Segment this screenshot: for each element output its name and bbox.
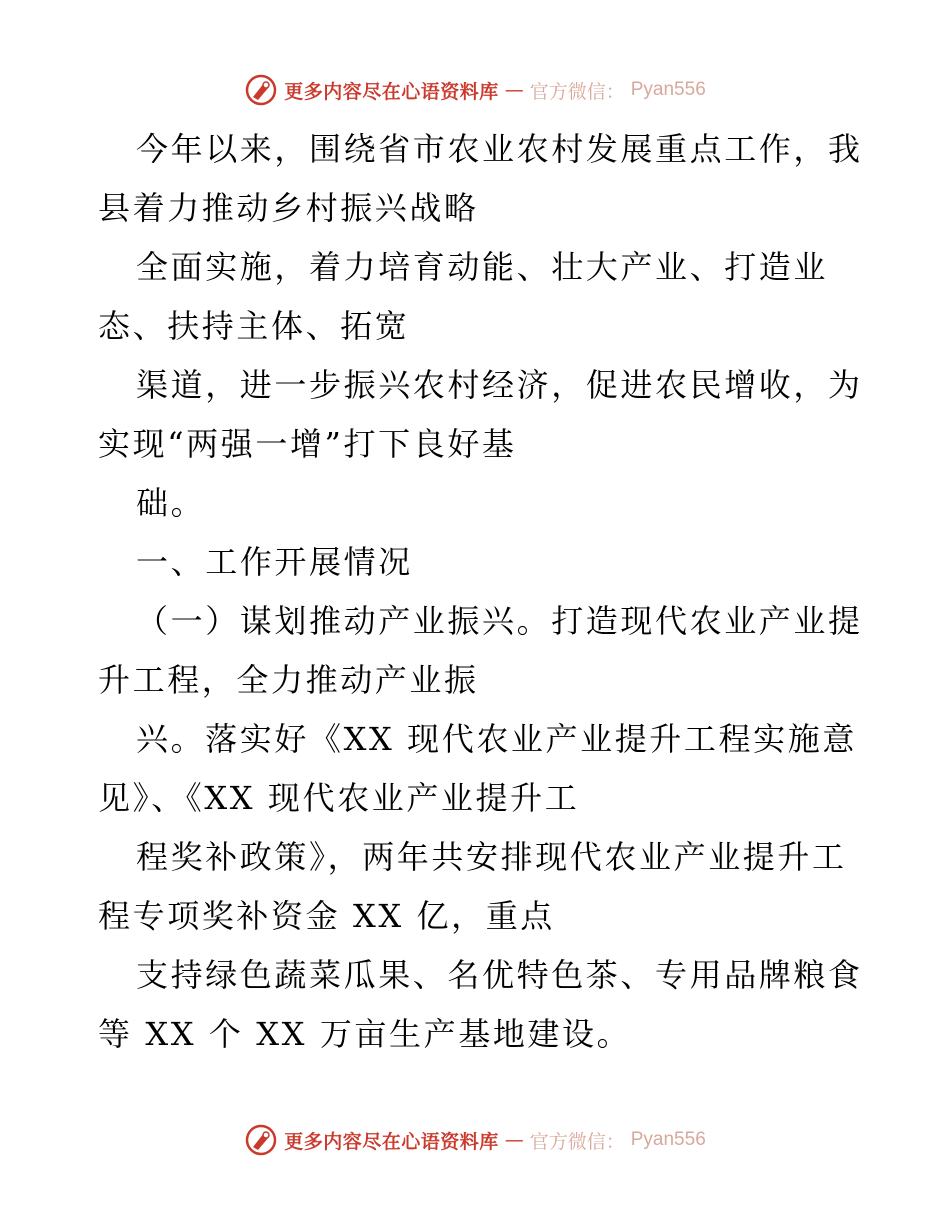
- body-line: 等 XX 个 XX 万亩生产基地建设。: [98, 1015, 632, 1053]
- body-line: 见》、《XX 现代农业产业提升工: [98, 779, 580, 817]
- body-line: 今年以来，围绕省市农业农村发展重点工作，我: [136, 130, 863, 168]
- header-banner-dash: —: [504, 79, 524, 101]
- body-line: 全面实施，着力培育动能、壮大产业、打造业: [136, 248, 829, 286]
- footer-banner: [0, 1120, 950, 1160]
- brand-logo-icon: [244, 73, 278, 107]
- brand-logo-icon: [244, 1123, 278, 1157]
- body-line: 县着力推动乡村振兴战略: [98, 189, 479, 227]
- body-line: 支持绿色蔬菜瓜果、名优特色茶、专用品牌粮食: [136, 956, 863, 994]
- body-line: 础。: [136, 484, 206, 522]
- footer-banner-title: 更多内容尽在心语资料库: [284, 1130, 499, 1153]
- section-heading: 一、工作开展情况: [136, 543, 413, 581]
- footer-banner-dash: —: [504, 1129, 524, 1151]
- body-line: 程专项奖补资金 XX 亿，重点: [98, 897, 555, 935]
- footer-banner-wechat-id: Pyan556: [630, 1129, 706, 1150]
- body-line: 渠道，进一步振兴农村经济，促进农民增收，为: [136, 366, 863, 404]
- footer-banner-wechat-label: 官方微信：: [529, 1130, 625, 1153]
- body-line: 态、扶持主体、拓宽: [98, 307, 410, 345]
- body-line: 程奖补政策》，两年共安排现代农业产业提升工: [136, 838, 847, 876]
- header-banner: [0, 70, 950, 110]
- body-line: 升工程，全力推动产业振: [98, 661, 479, 699]
- header-banner-wechat-id: Pyan556: [630, 79, 706, 100]
- header-banner-wechat-label: 官方微信：: [529, 80, 625, 103]
- header-banner-title: 更多内容尽在心语资料库: [284, 80, 499, 103]
- body-line: 兴。落实好《XX 现代农业产业提升工程实施意: [136, 720, 857, 758]
- subsection-heading-line: （一）谋划推动产业振兴。打造现代农业产业提: [136, 602, 863, 640]
- body-line: 实现“两强一增”打下良好基: [98, 425, 517, 463]
- document-body: [98, 120, 863, 1064]
